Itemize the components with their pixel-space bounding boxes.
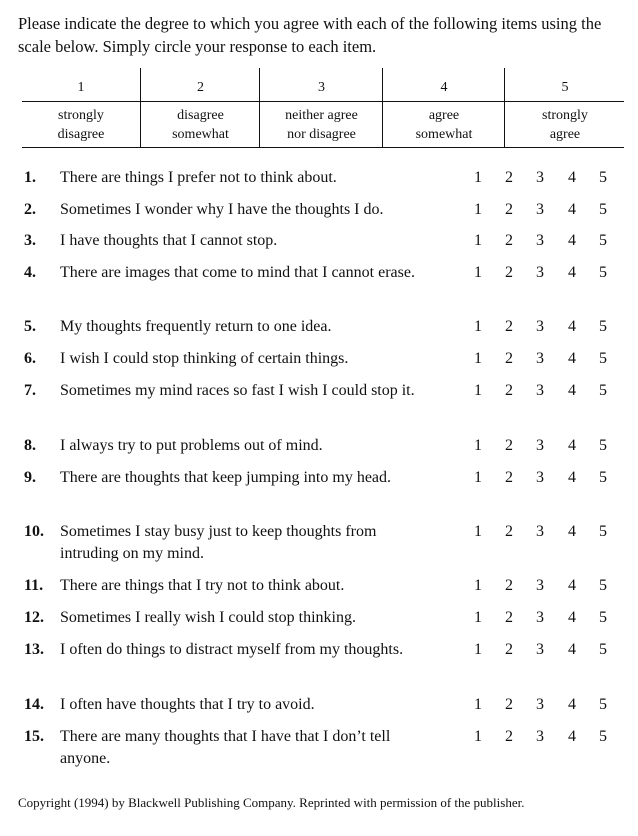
response-option-4[interactable]: 4 — [568, 232, 576, 249]
response-option-1[interactable]: 1 — [474, 609, 482, 626]
item-number: 13. — [24, 641, 44, 658]
response-option-2[interactable]: 2 — [505, 728, 513, 745]
response-option-1[interactable]: 1 — [474, 232, 482, 249]
scale-label-line: strongly — [58, 108, 104, 123]
response-option-3[interactable]: 3 — [536, 264, 544, 281]
scale-number: 5 — [561, 80, 569, 95]
response-option-2[interactable]: 2 — [505, 169, 513, 186]
item-text: I always try to put problems out of mind. — [60, 437, 323, 454]
response-option-1[interactable]: 1 — [474, 641, 482, 658]
response-option-1[interactable]: 1 — [474, 696, 482, 713]
response-option-3[interactable]: 3 — [536, 609, 544, 626]
scale-number: 2 — [197, 80, 204, 95]
response-option-2[interactable]: 2 — [505, 577, 513, 594]
response-option-3[interactable]: 3 — [536, 523, 544, 540]
item-number: 6. — [24, 350, 36, 367]
item-text: There are things I prefer not to think about. — [60, 169, 337, 186]
response-option-4[interactable]: 4 — [568, 577, 576, 594]
item-text: There are things that I try not to think about. — [60, 577, 345, 594]
response-option-2[interactable]: 2 — [505, 232, 513, 249]
item-text: I often have thoughts that I try to avoid. — [60, 696, 315, 713]
response-option-2[interactable]: 2 — [505, 201, 513, 218]
response-option-2[interactable]: 2 — [505, 609, 513, 626]
item-text: I wish I could stop thinking of certain things. — [60, 350, 349, 367]
response-option-4[interactable]: 4 — [568, 728, 576, 745]
response-option-4[interactable]: 4 — [568, 609, 576, 626]
response-option-1[interactable]: 1 — [474, 728, 482, 745]
response-option-2[interactable]: 2 — [505, 523, 513, 540]
response-option-5[interactable]: 5 — [599, 469, 607, 486]
scale-label-line: strongly — [542, 108, 588, 123]
scale-label-line: nor disagree — [287, 127, 356, 142]
item-number: 14. — [24, 696, 44, 713]
response-option-5[interactable]: 5 — [599, 382, 607, 399]
response-option-1[interactable]: 1 — [474, 350, 482, 367]
response-option-5[interactable]: 5 — [599, 201, 607, 218]
copyright-notice: Copyright (1994) by Blackwell Publishing Company. Reprinted with permission of the publisher. — [18, 795, 525, 810]
scale-label-line: agree — [428, 108, 460, 123]
response-option-5[interactable]: 5 — [599, 169, 607, 186]
response-option-1[interactable]: 1 — [474, 201, 482, 218]
item-text: Sometimes I really wish I could stop thinking. — [60, 609, 356, 626]
item-number: 4. — [24, 264, 36, 281]
item-number: 8. — [24, 437, 36, 454]
response-option-4[interactable]: 4 — [568, 350, 576, 367]
item-text: My thoughts frequently return to one idea. — [60, 318, 332, 335]
response-option-3[interactable]: 3 — [536, 232, 544, 249]
response-option-3[interactable]: 3 — [536, 382, 544, 399]
response-option-3[interactable]: 3 — [536, 201, 544, 218]
item-text: I often do things to distract myself from my thoughts. — [60, 641, 404, 658]
response-option-3[interactable]: 3 — [536, 169, 544, 186]
item-number: 1. — [24, 169, 36, 186]
item-number: 2. — [24, 201, 36, 218]
response-option-4[interactable]: 4 — [568, 201, 576, 218]
response-option-3[interactable]: 3 — [536, 641, 544, 658]
response-option-2[interactable]: 2 — [505, 696, 513, 713]
response-option-2[interactable]: 2 — [505, 437, 513, 454]
response-option-4[interactable]: 4 — [568, 696, 576, 713]
response-option-1[interactable]: 1 — [474, 437, 482, 454]
response-option-5[interactable]: 5 — [599, 696, 607, 713]
item-text: Sometimes I stay busy just to keep thoughts from intruding on my mind. — [60, 523, 377, 562]
response-option-2[interactable]: 2 — [505, 382, 513, 399]
response-option-3[interactable]: 3 — [536, 350, 544, 367]
response-option-3[interactable]: 3 — [536, 318, 544, 335]
response-option-1[interactable]: 1 — [474, 382, 482, 399]
item-text: There are thoughts that keep jumping into my head. — [60, 469, 392, 486]
response-option-5[interactable]: 5 — [599, 641, 607, 658]
response-option-3[interactable]: 3 — [536, 577, 544, 594]
item-number: 5. — [24, 318, 36, 335]
item-number: 11. — [24, 577, 44, 594]
item-number: 9. — [24, 469, 36, 486]
scale-number: 3 — [318, 80, 325, 95]
response-option-1[interactable]: 1 — [474, 169, 482, 186]
response-option-3[interactable]: 3 — [536, 437, 544, 454]
item-number: 12. — [24, 609, 44, 626]
scale-number: 4 — [440, 80, 448, 95]
response-option-1[interactable]: 1 — [474, 318, 482, 335]
scale-label-line: somewhat — [415, 127, 473, 142]
response-option-2[interactable]: 2 — [505, 641, 513, 658]
response-option-1[interactable]: 1 — [474, 264, 482, 281]
response-option-4[interactable]: 4 — [568, 169, 576, 186]
response-option-1[interactable]: 1 — [474, 469, 482, 486]
response-option-4[interactable]: 4 — [568, 264, 576, 281]
response-option-5[interactable]: 5 — [599, 318, 607, 335]
response-option-2[interactable]: 2 — [505, 350, 513, 367]
response-option-4[interactable]: 4 — [568, 382, 576, 399]
item-text: There are many thoughts that I have that I don’t tell anyone. — [60, 728, 391, 767]
response-option-2[interactable]: 2 — [505, 318, 513, 335]
item-number: 10. — [24, 523, 44, 540]
response-option-5[interactable]: 5 — [599, 264, 607, 281]
response-option-5[interactable]: 5 — [599, 350, 607, 367]
response-option-5[interactable]: 5 — [599, 577, 607, 594]
response-option-3[interactable]: 3 — [536, 696, 544, 713]
item-text: Sometimes I wonder why I have the thoughts I do. — [60, 201, 384, 218]
response-option-3[interactable]: 3 — [536, 728, 544, 745]
response-option-1[interactable]: 1 — [474, 577, 482, 594]
item-number: 15. — [24, 728, 44, 745]
response-option-5[interactable]: 5 — [599, 728, 607, 745]
response-option-5[interactable]: 5 — [599, 232, 607, 249]
response-option-5[interactable]: 5 — [599, 609, 607, 626]
scale-label-line: disagree — [57, 127, 105, 142]
item-text: Sometimes my mind races so fast I wish I could stop it. — [60, 382, 415, 399]
response-option-5[interactable]: 5 — [599, 523, 607, 540]
response-option-4[interactable]: 4 — [568, 641, 576, 658]
scale-label-line: disagree — [177, 108, 224, 123]
response-option-5[interactable]: 5 — [599, 437, 607, 454]
scale-label-line: agree — [549, 127, 581, 142]
response-option-4[interactable]: 4 — [568, 469, 576, 486]
scale-label-line: neither agree — [285, 108, 358, 123]
response-option-2[interactable]: 2 — [505, 469, 513, 486]
item-text: There are images that come to mind that I cannot erase. — [60, 264, 415, 281]
response-option-2[interactable]: 2 — [505, 264, 513, 281]
instructions-text: Please indicate the degree to which you agree with each of the following items using the scale below. Simply circle your response to each item. — [18, 14, 602, 56]
item-number: 3. — [24, 232, 36, 249]
response-option-1[interactable]: 1 — [474, 523, 482, 540]
response-option-4[interactable]: 4 — [568, 318, 576, 335]
scale-number: 1 — [77, 80, 85, 95]
response-option-3[interactable]: 3 — [536, 469, 544, 486]
response-option-4[interactable]: 4 — [568, 523, 576, 540]
response-option-4[interactable]: 4 — [568, 437, 576, 454]
item-text: I have thoughts that I cannot stop. — [60, 232, 278, 249]
item-number: 7. — [24, 382, 36, 399]
scale-label-line: somewhat — [172, 127, 229, 142]
